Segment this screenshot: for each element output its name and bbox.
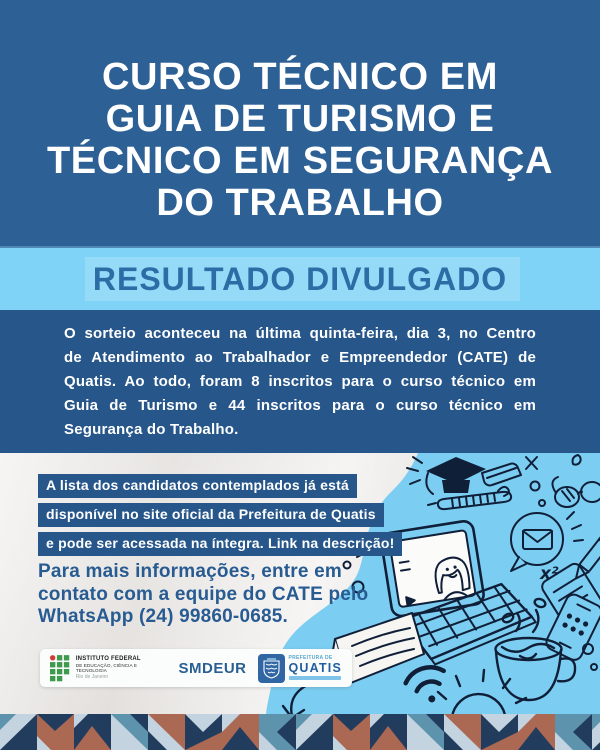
body-section	[0, 310, 600, 453]
prefeitura-label: PREFEITURA DE	[288, 655, 333, 661]
contact-info	[38, 561, 368, 629]
if-name: INSTITUTO FEDERAL	[75, 656, 141, 663]
if-subtitle: DE EDUCAÇÃO, CIÊNCIA E TECNOLOGIA	[75, 662, 137, 673]
poster-title-line: TÉCNICO EM SEGURANÇA	[46, 140, 554, 182]
instituto-federal-text	[76, 656, 169, 679]
poster-title-line: DO TRABALHO	[156, 182, 444, 224]
body-paragraph-line: Guia de Turismo e 44 inscritos para o curso técnico em	[64, 397, 536, 414]
quatis-tagline-bar	[289, 676, 341, 680]
body-paragraph-line: O sorteio aconteceu na última quinta-feira, dia 3, no Centro	[64, 325, 536, 342]
body-paragraph-line: de Atendimento ao Trabalhador e Empreendedor (CATE) de	[64, 349, 536, 366]
body-paragraph-line: Quatis. Ao todo, foram 8 inscritos para o curso técnico em	[64, 373, 536, 390]
poster-title-line: GUIA DE TURISMO E	[105, 98, 495, 140]
footer-logo-strip	[40, 649, 352, 687]
if-region: Rio de Janeiro	[75, 673, 109, 680]
poster-title-line: CURSO TÉCNICO EM	[102, 56, 498, 98]
result-banner	[0, 246, 600, 310]
body-paragraph-line: Segurança do Trabalho.	[64, 421, 239, 438]
highlight-list	[38, 474, 402, 561]
contact-line: Para mais informações, entre em	[38, 561, 343, 582]
body-paragraph	[64, 322, 536, 442]
contact-line: contato com a equipe do CATE pelo	[38, 583, 369, 605]
highlight-line: e pode ser acessada na íntegra. Link na descrição!	[38, 532, 402, 556]
math-x2-icon: x²	[540, 564, 559, 584]
highlight-line: A lista dos candidatos contemplados já está	[38, 474, 357, 498]
smdeur-logo: SMDEUR	[178, 659, 247, 677]
mosaic-border	[0, 714, 600, 750]
highlight-line: disponível no site oficial da Prefeitura de Quatis	[38, 503, 384, 527]
instituto-federal-logo	[50, 655, 70, 682]
contact-line: WhatsApp (24) 99860-0685.	[38, 606, 288, 627]
prefeitura-quatis-text	[289, 656, 343, 680]
quatis-emblem-icon	[258, 654, 285, 683]
result-banner-label: RESULTADO DIVULGADO	[92, 260, 508, 297]
header-section	[0, 0, 600, 246]
quatis-label: QUATIS	[288, 661, 342, 675]
